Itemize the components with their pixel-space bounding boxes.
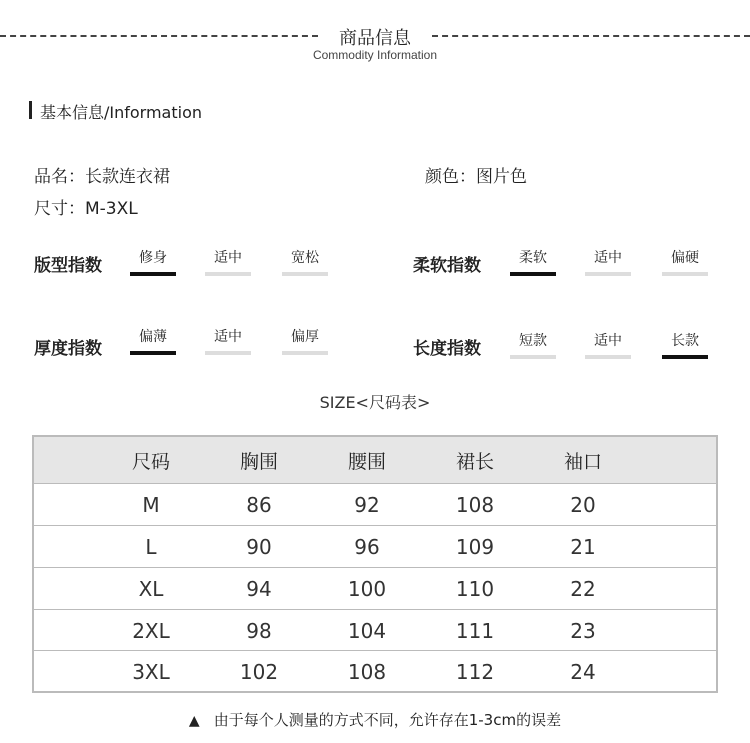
page-title: 商品信息 — [339, 28, 411, 49]
table-cell: 86 — [246, 492, 272, 517]
table-row — [34, 609, 716, 651]
product-name: 品名：长款连衣裙 — [34, 167, 170, 187]
table-header-row — [34, 437, 716, 483]
scale-option: 偏硬 — [662, 248, 708, 276]
scale-option: 修身 — [130, 248, 176, 276]
table-cell: 22 — [570, 576, 596, 601]
scale-option: 柔软 — [510, 248, 556, 276]
table-row — [34, 483, 716, 525]
table-cell: 21 — [570, 534, 596, 559]
table-cell: 2XL — [132, 618, 170, 643]
table-cell: 102 — [239, 659, 279, 684]
measurement-note — [0, 709, 750, 730]
scale-label: 长度指数 — [413, 339, 481, 359]
table-row — [34, 567, 716, 609]
table-cell: 98 — [246, 618, 272, 643]
table-header-cell: 胸围 — [239, 450, 278, 473]
scale-label: 柔软指数 — [413, 256, 481, 276]
table-cell: 108 — [455, 492, 495, 517]
table-cell: 109 — [455, 534, 495, 559]
table-cell: 23 — [570, 618, 596, 643]
table-cell: 90 — [246, 534, 272, 559]
table-cell: L — [145, 534, 157, 559]
size-chart-title: SIZE<尺码表> — [319, 393, 431, 412]
table-cell: 92 — [354, 492, 380, 517]
table-row — [34, 650, 716, 692]
scale-option: 适中 — [205, 327, 251, 355]
table-cell: 112 — [455, 659, 495, 684]
scale-option: 适中 — [585, 331, 631, 359]
scale-option: 偏厚 — [282, 327, 328, 355]
table-header-cell: 袖口 — [563, 450, 602, 473]
scale-option: 短款 — [510, 331, 556, 359]
page-subtitle: Commodity Information — [312, 48, 438, 62]
scale-option: 宽松 — [282, 248, 328, 276]
table-cell: 110 — [455, 576, 495, 601]
table-cell: M — [142, 492, 160, 517]
table-cell: 100 — [347, 576, 387, 601]
scale-label: 厚度指数 — [34, 339, 102, 359]
section-marker — [29, 101, 32, 119]
size-table — [32, 435, 718, 693]
table-header-cell: 腰围 — [347, 450, 386, 473]
table-cell: 94 — [246, 576, 272, 601]
section-title: 基本信息/Information — [40, 103, 203, 122]
product-size-range: 尺寸：M-3XL — [34, 199, 138, 219]
table-cell: 24 — [570, 659, 596, 684]
table-cell: 20 — [570, 492, 596, 517]
table-row — [34, 525, 716, 567]
table-header-cell: 裙长 — [455, 450, 494, 473]
scale-option: 偏薄 — [130, 327, 176, 355]
table-cell: XL — [138, 576, 164, 601]
scale-option: 适中 — [205, 248, 251, 276]
scale-option: 长款 — [662, 331, 708, 359]
table-cell: 96 — [354, 534, 380, 559]
table-cell: 108 — [347, 659, 387, 684]
product-color: 颜色：图片色 — [425, 167, 527, 187]
table-header-cell: 尺码 — [131, 450, 170, 473]
table-cell: 111 — [455, 618, 495, 643]
scale-label: 版型指数 — [34, 256, 102, 276]
table-cell: 104 — [347, 618, 387, 643]
table-cell: 3XL — [132, 659, 170, 684]
triangle-up-icon: ▲ — [188, 713, 200, 729]
note-text: 由于每个人测量的方式不同，允许存在1-3cm的误差 — [213, 711, 562, 729]
scale-option: 适中 — [585, 248, 631, 276]
